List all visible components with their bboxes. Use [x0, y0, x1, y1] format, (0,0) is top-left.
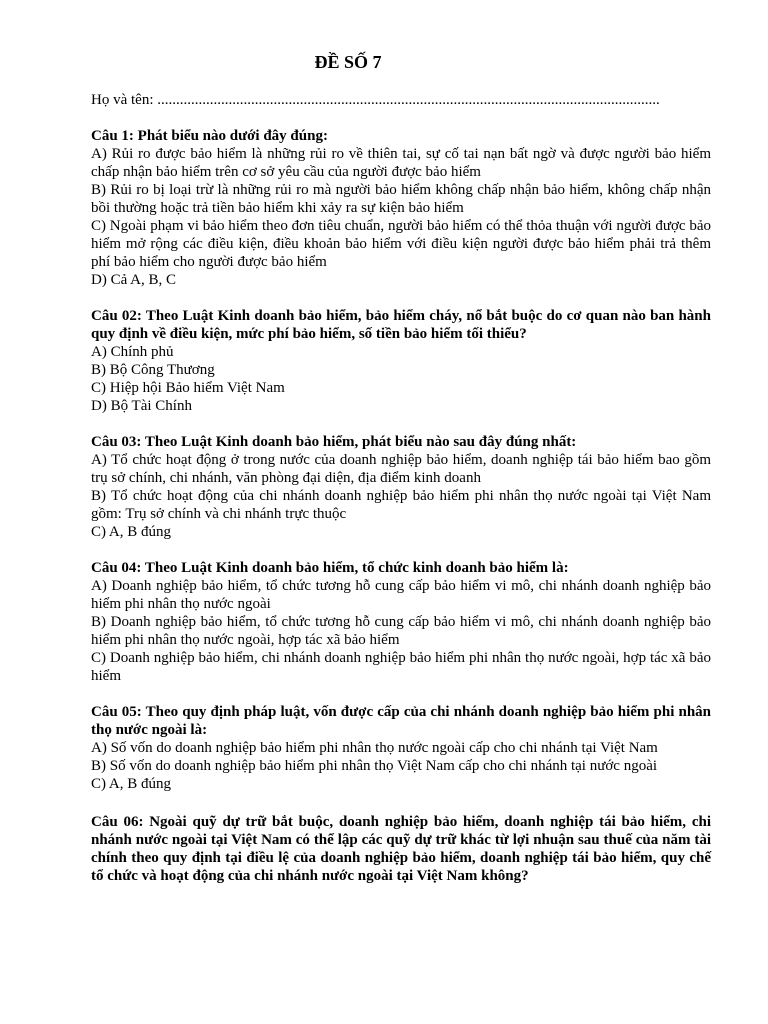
option-d: D) Bộ Tài Chính [91, 398, 192, 414]
option-c: C) A, B đúng [91, 776, 172, 792]
question-list [91, 127, 711, 903]
question-title: Câu 03: Theo Luật Kinh doanh bảo hiểm, phát biểu nào sau đây đúng nhất: [91, 434, 577, 450]
question-title: Câu 1: Phát biểu nào dưới đây đúng: [91, 128, 328, 144]
option-b: B) Doanh nghiệp bảo hiểm, tổ chức tương hỗ cung cấp bảo hiểm vi mô, chi nhánh doanh nghiệp bảo hiểm phi nhân thọ nước ngoài, hợp tác xã bảo hiểm [91, 614, 711, 648]
exam-title: ĐỀ SỐ 7 [314, 52, 382, 72]
question-1 [91, 127, 711, 289]
option-d: D) Cả A, B, C [91, 272, 177, 288]
option-a: A) Tổ chức hoạt động ở trong nước của doanh nghiệp bảo hiểm, doanh nghiệp tái bảo hiểm bao gồm trụ sở chính, chi nhánh, văn phòng đại diện, địa điểm kinh doanh [91, 452, 711, 486]
option-c: C) Ngoài phạm vi bảo hiểm theo đơn tiêu chuẩn, người bảo hiểm có thể thỏa thuận với người được bảo hiểm mở rộng các điều kiện, điều khoản bảo hiểm với điều kiện người được bảo hiểm phải trả thêm phí bảo hiểm cho người được bảo hiểm [91, 218, 711, 270]
question-6 [91, 813, 711, 885]
question-title: Câu 04: Theo Luật Kinh doanh bảo hiểm, tổ chức kinh doanh bảo hiểm là: [91, 560, 569, 576]
option-c: C) Hiệp hội Bảo hiểm Việt Nam [91, 380, 285, 396]
option-c: C) A, B đúng [91, 524, 172, 540]
question-3 [91, 433, 711, 541]
question-5 [91, 703, 711, 793]
option-a: A) Số vốn do doanh nghiệp bảo hiểm phi nhân thọ nước ngoài cấp cho chi nhánh tại Việt Nam [91, 740, 658, 756]
question-title: Câu 06: Ngoài quỹ dự trữ bắt buộc, doanh nghiệp bảo hiểm, doanh nghiệp tái bảo hiểm, chi nhánh nước ngoài tại Việt Nam có thể lập các quỹ dự trữ khác từ lợi nhuận sau thuế của năm tài chính theo quy định tại điều lệ của doanh nghiệp bảo hiểm, doanh nghiệp tái bảo hiểm, quy chế tổ chức và hoạt động của chi nhánh nước ngoài tại Việt Nam không? [91, 814, 711, 884]
question-4 [91, 559, 711, 685]
option-a: A) Chính phủ [91, 344, 174, 360]
question-2 [91, 307, 711, 415]
option-a: A) Rủi ro được bảo hiểm là những rủi ro về thiên tai, sự cố tai nạn bất ngờ và được người bảo hiểm chấp nhận bảo hiểm trên cơ sở yêu cầu của người được bảo hiểm [91, 146, 711, 180]
question-title: Câu 05: Theo quy định pháp luật, vốn được cấp của chi nhánh doanh nghiệp bảo hiểm phi nhân thọ nước ngoài là: [91, 704, 711, 738]
name-field-line: Họ và tên: ...................................................................................................................................... [91, 92, 660, 108]
option-b: B) Số vốn do doanh nghiệp bảo hiểm phi nhân thọ Việt Nam cấp cho chi nhánh tại nước ngoài [91, 758, 658, 774]
option-b: B) Rủi ro bị loại trừ là những rủi ro mà người bảo hiểm không chấp nhận bảo hiểm, không chấp nhận bồi thường hoặc trả tiền bảo hiểm khi xảy ra sự kiện bảo hiểm [91, 182, 711, 216]
option-a: A) Doanh nghiệp bảo hiểm, tổ chức tương hỗ cung cấp bảo hiểm vi mô, chi nhánh doanh nghiệp bảo hiểm phi nhân thọ nước ngoài [91, 578, 711, 612]
question-title: Câu 02: Theo Luật Kinh doanh bảo hiểm, bảo hiểm cháy, nổ bắt buộc do cơ quan nào ban hành quy định về điều kiện, mức phí bảo hiểm, số tiền bảo hiểm tối thiểu? [91, 308, 711, 342]
option-b: B) Bộ Công Thương [91, 362, 215, 378]
option-b: B) Tổ chức hoạt động của chi nhánh doanh nghiệp bảo hiểm phi nhân thọ nước ngoài tại Việt Nam gồm: Trụ sở chính và chi nhánh trực thuộc [91, 488, 711, 522]
option-c: C) Doanh nghiệp bảo hiểm, chi nhánh doanh nghiệp bảo hiểm phi nhân thọ nước ngoài, hợp tác xã bảo hiểm [91, 650, 711, 684]
